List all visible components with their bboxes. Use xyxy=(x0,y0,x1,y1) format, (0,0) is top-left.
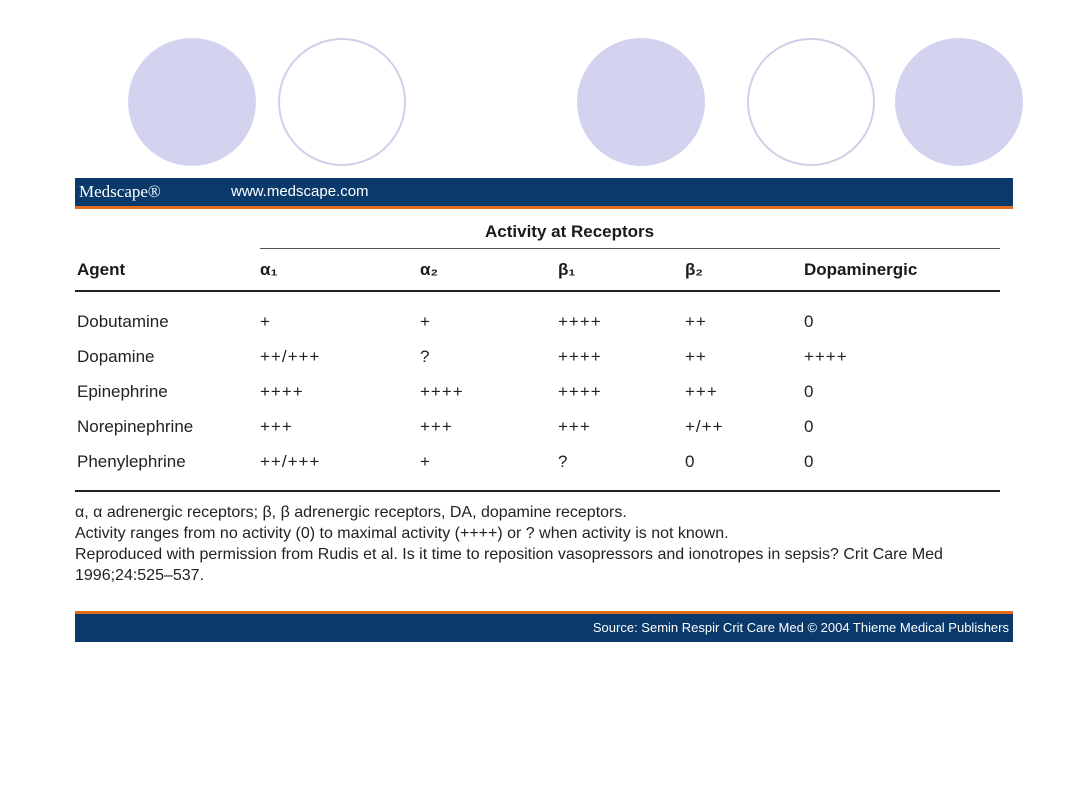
cell-agent: Norepinephrine xyxy=(77,417,194,436)
note-citation: Reproduced with permission from Rudis et al. Is it time to reposition vasopressors and ionotropes in sepsis? Crit Care Med 1996;24:525–537. xyxy=(75,546,943,584)
decor-circle-5 xyxy=(895,38,1023,166)
cell-beta1: ++++ xyxy=(558,382,602,401)
cell-dopaminergic: 0 xyxy=(804,312,815,331)
cell-alpha2: +++ xyxy=(420,417,453,436)
col-header-dopaminergic: Dopaminergic xyxy=(804,260,918,279)
cell-beta1: ++++ xyxy=(558,347,602,366)
col-header-alpha1: α₁ xyxy=(260,260,278,279)
cell-dopaminergic: 0 xyxy=(804,382,815,401)
table-bottom-rule xyxy=(75,490,1000,492)
cell-alpha2: + xyxy=(420,452,431,471)
cell-alpha1: ++/+++ xyxy=(260,347,321,366)
cell-beta2: +++ xyxy=(685,382,718,401)
cell-beta2: +/++ xyxy=(685,417,724,436)
col-header-beta1: β₁ xyxy=(558,260,576,279)
cell-beta1: ++++ xyxy=(558,312,602,331)
decor-circle-4 xyxy=(747,38,875,166)
cell-alpha1: + xyxy=(260,312,271,331)
cell-beta2: 0 xyxy=(685,452,696,471)
cell-alpha2: ++++ xyxy=(420,382,464,401)
footer-bar xyxy=(75,611,1013,642)
header-accent-line xyxy=(75,206,1013,209)
cell-agent: Epinephrine xyxy=(77,382,168,401)
cell-alpha1: +++ xyxy=(260,417,293,436)
footer-bar-fill xyxy=(75,614,1013,642)
note-activity-range: Activity ranges from no activity (0) to maximal activity (++++) or ? when activity is not known. xyxy=(75,525,729,542)
source-credit: Source: Semin Respir Crit Care Med © 2004 Thieme Medical Publishers xyxy=(592,620,1009,635)
col-header-beta2: β₂ xyxy=(685,260,703,279)
cell-beta1: ? xyxy=(558,452,569,471)
cell-agent: Dobutamine xyxy=(77,312,169,331)
cell-alpha1: ++/+++ xyxy=(260,452,321,471)
medscape-logo: Medscape® xyxy=(79,182,161,201)
cell-alpha2: ? xyxy=(420,347,431,366)
cell-dopaminergic: 0 xyxy=(804,452,815,471)
table-notes xyxy=(75,502,1010,586)
cell-beta2: ++ xyxy=(685,312,707,331)
cell-alpha1: ++++ xyxy=(260,382,304,401)
header-rule xyxy=(75,290,1000,292)
cell-dopaminergic: 0 xyxy=(804,417,815,436)
col-header-agent: Agent xyxy=(77,260,126,279)
cell-beta2: ++ xyxy=(685,347,707,366)
header-url[interactable]: www.medscape.com xyxy=(231,183,369,200)
cell-agent: Phenylephrine xyxy=(77,452,186,471)
group-heading: Activity at Receptors xyxy=(485,222,655,241)
col-header-alpha2: α₂ xyxy=(420,260,439,279)
cell-beta1: +++ xyxy=(558,417,591,436)
cell-agent: Dopamine xyxy=(77,347,155,366)
cell-dopaminergic: ++++ xyxy=(804,347,848,366)
header-bar xyxy=(75,178,1013,206)
decor-circle-2 xyxy=(278,38,406,166)
medscape-figure xyxy=(75,178,1013,635)
group-heading-rule xyxy=(260,248,1000,249)
note-abbreviations: α, α adrenergic receptors; β, β adrenergic receptors, DA, dopamine receptors. xyxy=(75,504,627,521)
cell-alpha2: + xyxy=(420,312,431,331)
decor-circle-1 xyxy=(128,38,256,166)
decor-circle-3 xyxy=(577,38,705,166)
